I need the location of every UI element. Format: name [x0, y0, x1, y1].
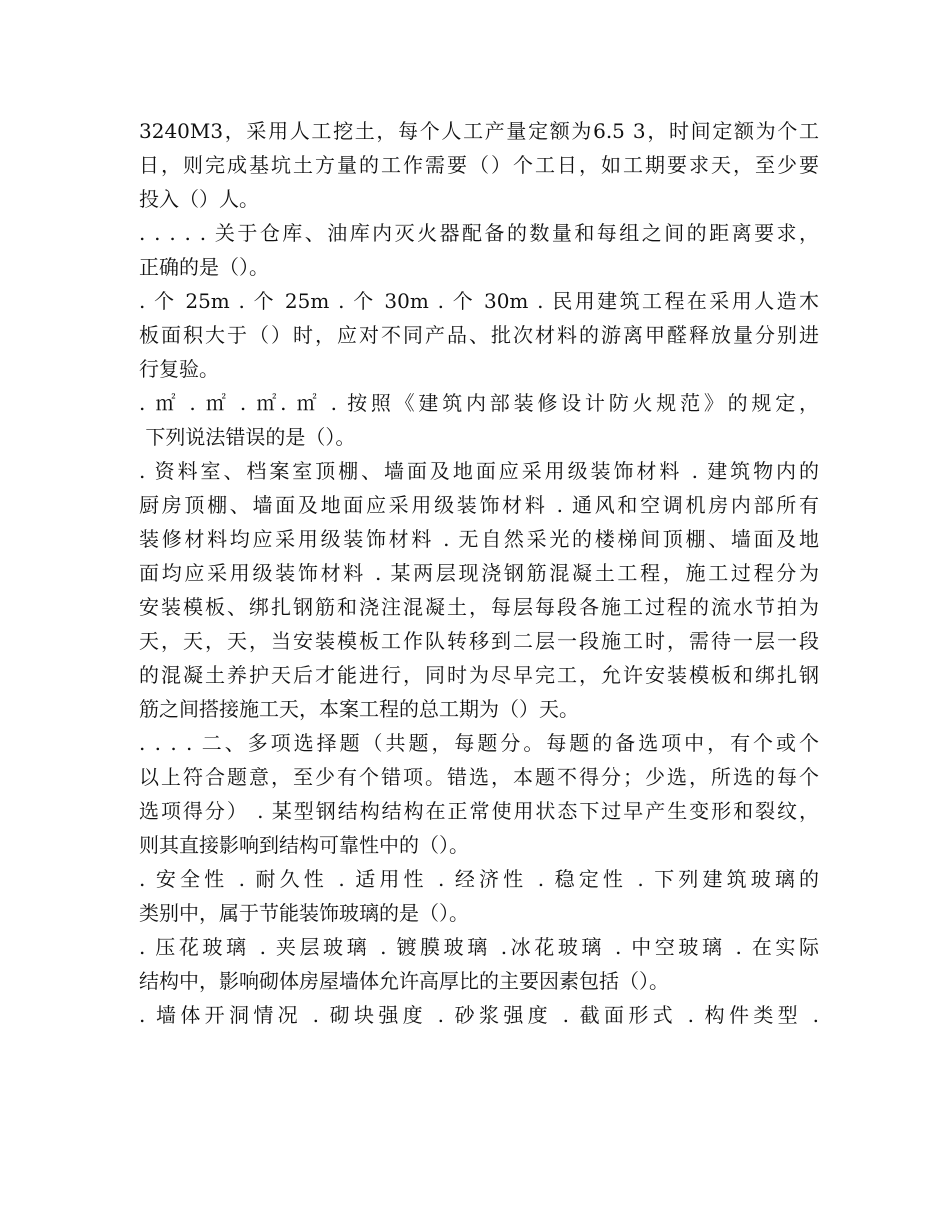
text-line: . 墙体开洞情况 . 砌块强度 . 砂浆强度 . 截面形式 . 构件类型 .	[139, 1003, 819, 1027]
text-line: . 资料室、档案室顶棚、墙面及地面应采用级装饰材料 . 建筑物内的	[139, 459, 819, 483]
text-line: 板面积大于（）时，应对不同产品、批次材料的游离甲醛释放量分别进	[139, 323, 819, 347]
text-line: 日，则完成基坑土方量的工作需要（）个工日，如工期要求天，至少要	[139, 153, 819, 177]
text-line: 选项得分） . 某型钢结构结构在正常使用状态下过早产生变形和裂纹，	[139, 799, 819, 823]
text-line: 安装模板、绑扎钢筋和浇注混凝土，每层每段各施工过程的流水节拍为	[139, 595, 819, 619]
text-line: . . . . 二、多项选择题（共题，每题分。每题的备选项中，有个或个	[139, 731, 819, 755]
text-line: 下列说法错误的是（）。	[139, 425, 356, 449]
text-line: . ㎡ . ㎡ . ㎡. ㎡ . 按照《建筑内部装修设计防火规范》的规定，	[139, 391, 819, 415]
text-line: 筋之间搭接施工天，本案工程的总工期为（）天。	[139, 697, 579, 721]
text-line: 3240M3，采用人工挖土，每个人工产量定额为6.5 3，时间定额为个工	[139, 119, 819, 143]
text-line: 投入（）人。	[139, 187, 259, 211]
text-line: 正确的是（）。	[139, 255, 269, 279]
document-body	[139, 114, 819, 1032]
text-line: . 压花玻璃 . 夹层玻璃 . 镀膜玻璃 .冰花玻璃 . 中空玻璃 . 在实际	[139, 935, 819, 959]
text-line: . 个 25m . 个 25m . 个 30m . 个 30m . 民用建筑工程在采用人造木	[139, 289, 819, 313]
text-line: . . . . . 关于仓库、油库内灭火器配备的数量和每组之间的距离要求，	[139, 221, 819, 245]
text-line: 类别中，属于节能装饰玻璃的是（）。	[139, 901, 469, 925]
text-line: 行复验。	[139, 357, 219, 381]
text-line: 厨房顶棚、墙面及地面应采用级装饰材料 . 通风和空调机房内部所有	[139, 493, 819, 517]
text-line: . 安全性 . 耐久性 . 适用性 . 经济性 . 稳定性 . 下列建筑玻璃的	[139, 867, 819, 891]
text-line: 的混凝土养护天后才能进行，同时为尽早完工，允许安装模板和绑扎钢	[139, 663, 819, 687]
text-line: 则其直接影响到结构可靠性中的（）。	[139, 833, 469, 857]
text-line: 面均应采用级装饰材料 . 某两层现浇钢筋混凝土工程，施工过程分为	[139, 561, 819, 585]
text-line: 结构中，影响砌体房屋墙体允许高厚比的主要因素包括（）。	[139, 969, 669, 993]
text-line: 以上符合题意，至少有个错项。错选，本题不得分；少选，所选的每个	[139, 765, 819, 789]
text-line: 天，天，天，当安装模板工作队转移到二层一段施工时，需待一层一段	[139, 629, 819, 653]
text-line: 装修材料均应采用级装饰材料 . 无自然采光的楼梯间顶棚、墙面及地	[139, 527, 819, 551]
